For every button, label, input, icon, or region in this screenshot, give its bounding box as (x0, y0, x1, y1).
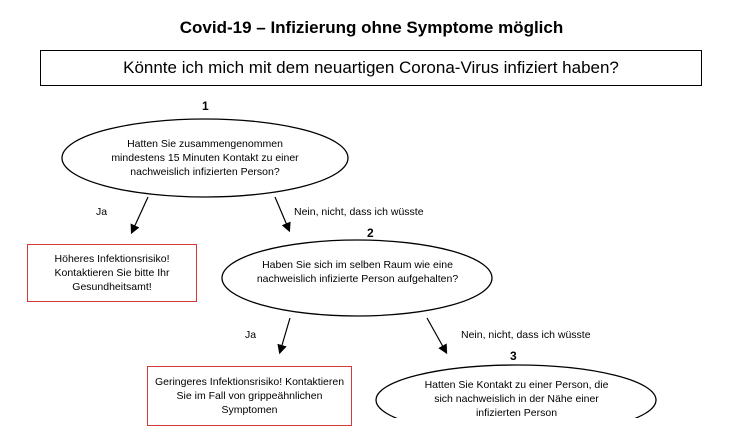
step-3-number: 3 (510, 349, 517, 363)
step-1-yes-arrow (132, 197, 148, 232)
result-high-risk-box (27, 244, 197, 302)
step-2-number: 2 (367, 226, 374, 240)
step-2-yes-arrow (280, 318, 290, 352)
step-2-question: Haben Sie sich im selben Raum wie eine nachweislich infizierte Person aufgehalten? (256, 259, 459, 285)
step-1-number: 1 (202, 99, 209, 113)
result-high-risk-text: Höheres Infektionsrisiko! Kontaktieren Sie bitte Ihr Gesundheitsamt! (54, 253, 170, 293)
step-1-question: Hatten Sie zusammengenommen mindestens 15 Minuten Kontakt zu einer nachweislich infizierten Person? (111, 138, 299, 178)
step-2-yes-label: Ja (245, 329, 257, 341)
step-1-no-label: Nein, nicht, dass ich wüsste (294, 206, 424, 218)
step-1-no-arrow (275, 197, 289, 230)
diagram-title: Covid-19 – Infizierung ohne Symptome möglich (179, 18, 564, 37)
step-2-no-arrow (427, 318, 446, 352)
step-2-no-label: Nein, nicht, dass ich wüsste (461, 329, 591, 341)
result-low-risk-box (147, 366, 352, 426)
result-low-risk-text: Geringeres Infektionsrisiko! Kontaktieren Sie im Fall von grippeähnlichen Symptomen (154, 376, 345, 416)
step-3-question: Hatten Sie Kontakt zu einer Person, die sich nachweislich in der Nähe einer infizierten Person (424, 379, 609, 419)
step-1-yes-label: Ja (96, 206, 108, 218)
main-question-text: Könnte ich mich mit dem neuartigen Corona-Virus infiziert haben? (123, 58, 619, 77)
